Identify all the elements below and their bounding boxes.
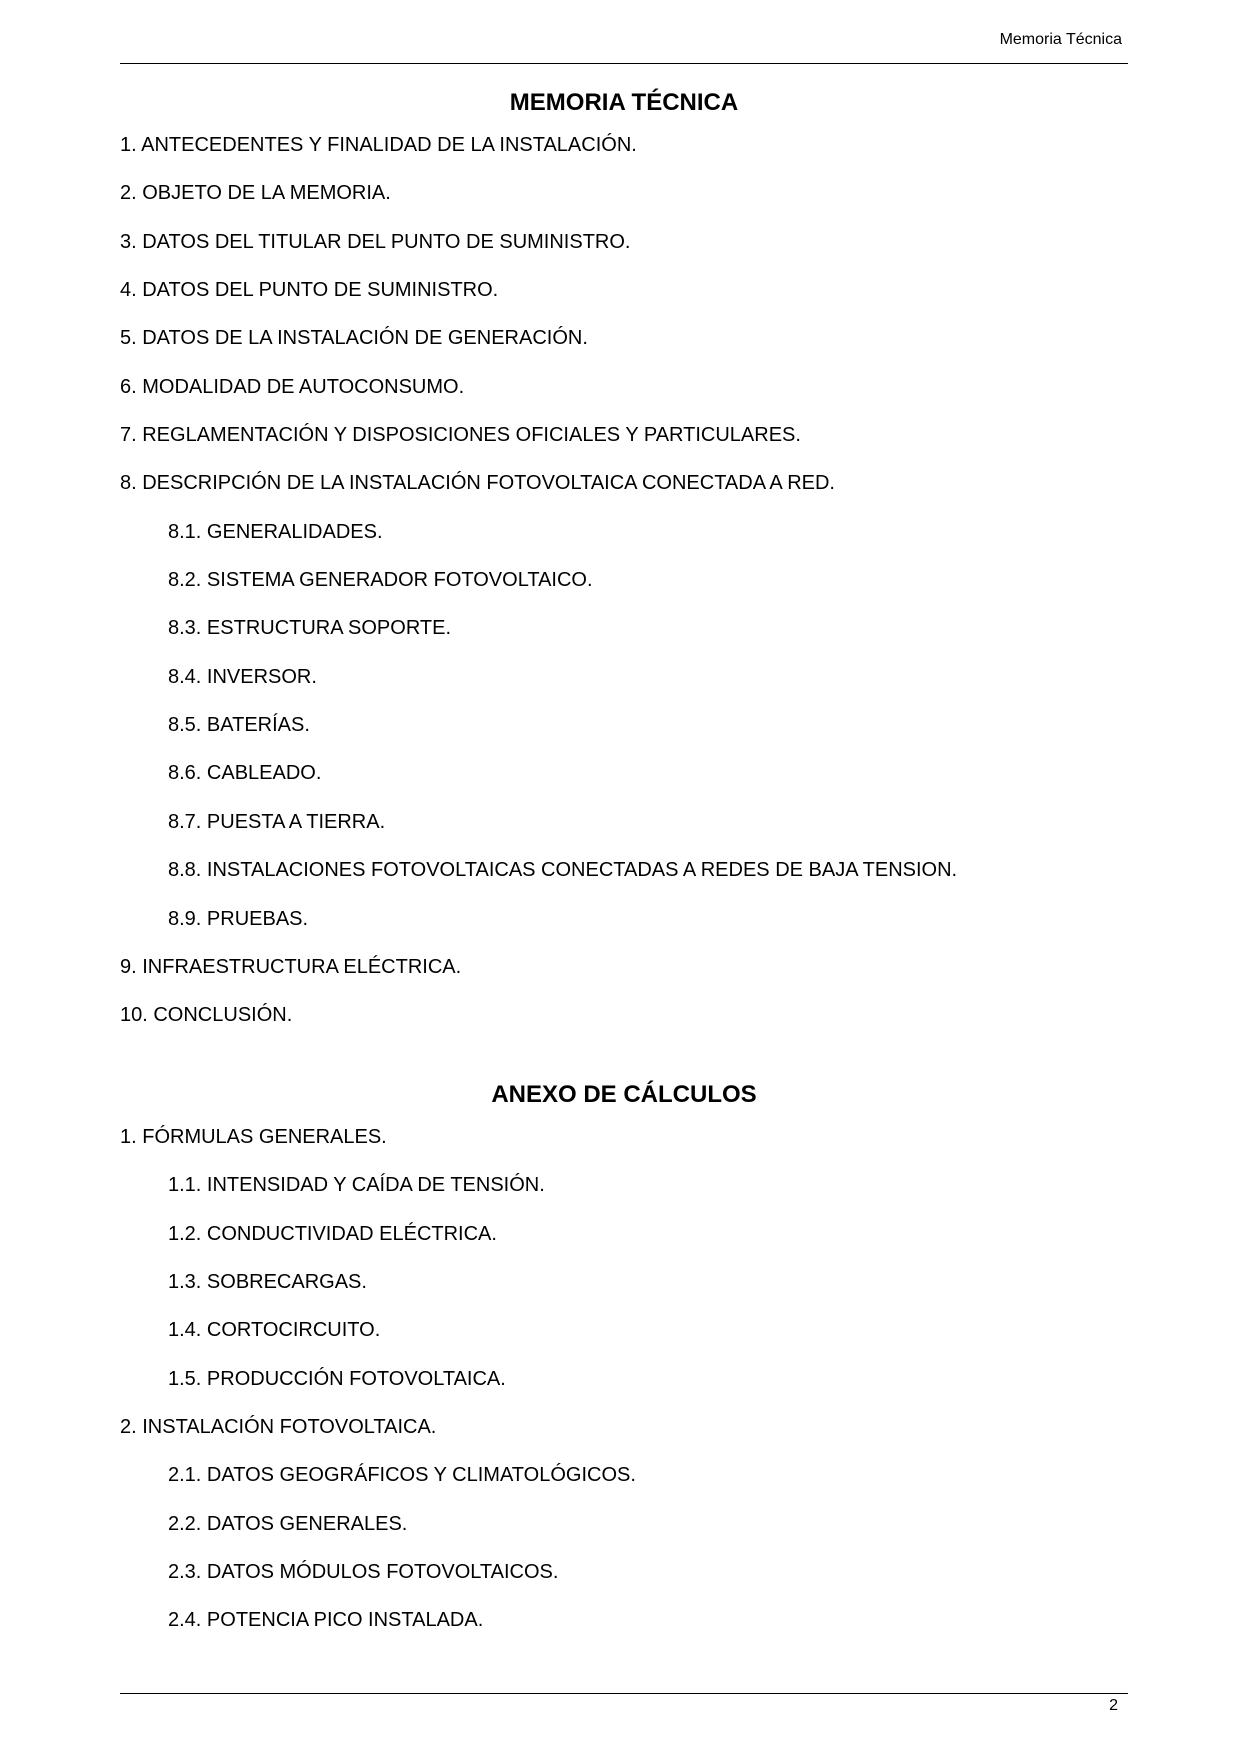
toc-entry: 2.4. POTENCIA PICO INSTALADA. bbox=[168, 1609, 484, 1632]
toc-entry: 2. INSTALACIÓN FOTOVOLTAICA. bbox=[120, 1416, 437, 1439]
toc-entry: 8.4. INVERSOR. bbox=[168, 665, 317, 688]
toc-entry: 1.5. PRODUCCIÓN FOTOVOLTAICA. bbox=[168, 1367, 506, 1390]
toc-entry: 4. DATOS DEL PUNTO DE SUMINISTRO. bbox=[120, 279, 499, 302]
toc-entry: 1. FÓRMULAS GENERALES. bbox=[120, 1126, 387, 1148]
toc-entry: 8. DESCRIPCIÓN DE LA INSTALACIÓN FOTOVOLTAICA CONECTADA A RED. bbox=[120, 472, 835, 495]
toc-entry: 1.2. CONDUCTIVIDAD ELÉCTRICA. bbox=[168, 1222, 497, 1245]
toc-entry: 1.4. CORTOCIRCUITO. bbox=[168, 1319, 381, 1342]
toc-entry: 2. OBJETO DE LA MEMORIA. bbox=[120, 182, 391, 205]
anexo-toc-list bbox=[120, 1125, 1128, 1632]
memoria-title: MEMORIA TÉCNICA bbox=[509, 89, 739, 116]
toc-entry: 10. CONCLUSIÓN. bbox=[120, 1004, 293, 1027]
toc-entry: 1.3. SOBRECARGAS. bbox=[168, 1271, 367, 1294]
toc-entry: 8.1. GENERALIDADES. bbox=[168, 520, 383, 543]
toc-entry: 1.1. INTENSIDAD Y CAÍDA DE TENSIÓN. bbox=[168, 1174, 545, 1197]
toc-entry: 5. DATOS DE LA INSTALACIÓN DE GENERACIÓN. bbox=[120, 327, 588, 350]
toc-entry: 8.5. BATERÍAS. bbox=[168, 714, 310, 737]
toc-entry: 2.2. DATOS GENERALES. bbox=[168, 1512, 408, 1535]
toc-entry: 3. DATOS DEL TITULAR DEL PUNTO DE SUMINISTRO. bbox=[120, 230, 631, 253]
running-header: Memoria Técnica bbox=[999, 31, 1122, 48]
toc-entry: 8.7. PUESTA A TIERRA. bbox=[168, 810, 386, 833]
toc-entry: 9. INFRAESTRUCTURA ELÉCTRICA. bbox=[120, 955, 462, 978]
toc-entry: 7. REGLAMENTACIÓN Y DISPOSICIONES OFICIALES Y PARTICULARES. bbox=[120, 424, 801, 447]
anexo-section bbox=[120, 1078, 1128, 1657]
toc-entry: 6. MODALIDAD DE AUTOCONSUMO. bbox=[120, 375, 465, 398]
header-divider bbox=[120, 63, 1128, 64]
footer-divider bbox=[120, 1693, 1128, 1694]
toc-entry: 2.1. DATOS GEOGRÁFICOS Y CLIMATOLÓGICOS. bbox=[168, 1464, 636, 1487]
toc-entry: 8.6. CABLEADO. bbox=[168, 762, 322, 785]
toc-entry: 8.3. ESTRUCTURA SOPORTE. bbox=[168, 617, 452, 640]
toc-entry: 2.3. DATOS MÓDULOS FOTOVOLTAICOS. bbox=[168, 1561, 559, 1584]
toc-entry: 8.8. INSTALACIONES FOTOVOLTAICAS CONECTADAS A REDES DE BAJA TENSION. bbox=[168, 859, 958, 882]
memoria-section bbox=[120, 86, 1128, 1052]
memoria-toc-list bbox=[120, 133, 1128, 1027]
toc-entry: 1. ANTECEDENTES Y FINALIDAD DE LA INSTALACIÓN. bbox=[120, 134, 637, 156]
page-number: 2 bbox=[1109, 1697, 1118, 1714]
anexo-title: ANEXO DE CÁLCULOS bbox=[491, 1081, 757, 1108]
toc-entry: 8.9. PRUEBAS. bbox=[168, 907, 309, 930]
toc-entry: 8.2. SISTEMA GENERADOR FOTOVOLTAICO. bbox=[168, 569, 593, 592]
